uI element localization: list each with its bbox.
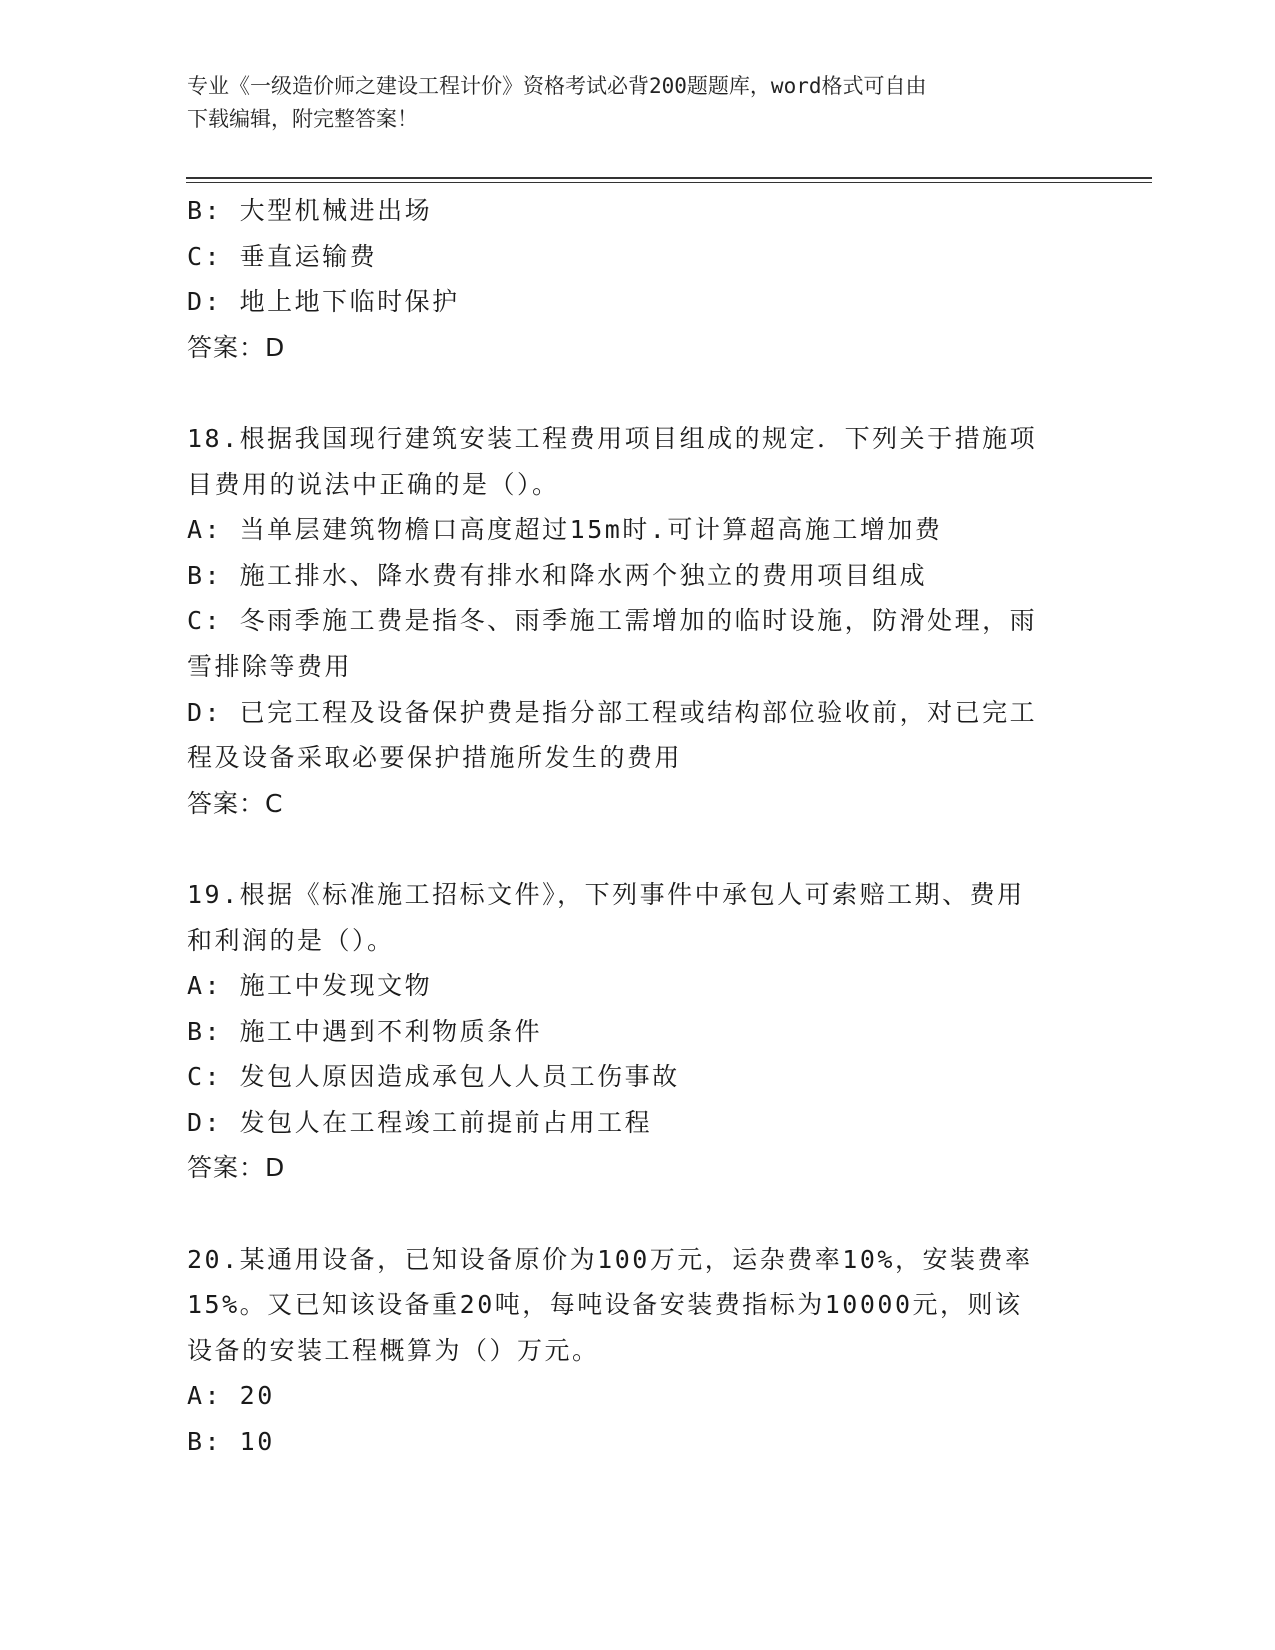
- option-a: A: 20: [187, 1381, 275, 1411]
- question-17-tail: [187, 188, 1087, 370]
- question-stem: 目费用的说法中正确的是（）。: [187, 469, 560, 499]
- option-d: D: 发包人在工程竣工前提前占用工程: [187, 1107, 653, 1137]
- option-b: B: 大型机械进出场: [187, 196, 433, 225]
- option-c: C: 冬雨季施工费是指冬、雨季施工需增加的临时设施，防滑处理，雨: [187, 606, 1038, 636]
- question-stem: 15%。又已知该设备重20吨，每吨设备安装费指标为10000元，则该: [187, 1290, 1023, 1320]
- question-stem: 18.根据我国现行建筑安装工程费用项目组成的规定．下列关于措施项: [187, 423, 1038, 453]
- option-c-continued: 雪排除等费用: [187, 651, 353, 681]
- question-stem: 20.某通用设备，已知设备原价为100万元，运杂费率10%，安装费率: [187, 1244, 1033, 1274]
- option-d: D: 地上地下临时保护: [187, 287, 460, 317]
- question-list: [187, 188, 1087, 1465]
- spacer: [187, 1191, 1087, 1237]
- spacer: [187, 826, 1087, 872]
- spacer: [187, 370, 1087, 416]
- option-b: B: 施工中遇到不利物质条件: [187, 1016, 543, 1046]
- option-a: A: 施工中发现文物: [187, 971, 433, 1001]
- option-d: D: 已完工程及设备保护费是指分部工程或结构部位验收前，对已完工: [187, 697, 1038, 727]
- question-stem: 和利润的是（）。: [187, 925, 395, 955]
- answer: 答案：C: [187, 788, 284, 818]
- header-line-2: 下载编辑，附完整答案！: [187, 107, 418, 131]
- document-header: [187, 70, 1067, 136]
- answer: 答案：D: [187, 1153, 286, 1183]
- option-c: C: 垂直运输费: [187, 241, 378, 271]
- question-stem: 19.根据《标准施工招标文件》，下列事件中承包人可索赔工期、费用: [187, 879, 1025, 909]
- option-c: C: 发包人原因造成承包人人员工伤事故: [187, 1062, 680, 1092]
- option-a: A: 当单层建筑物檐口高度超过15m时.可计算超高施工增加费: [187, 515, 943, 545]
- question-stem: 设备的安装工程概算为（）万元。: [187, 1335, 600, 1365]
- header-rule-thin: [186, 182, 1152, 183]
- question-20: [187, 1237, 1087, 1465]
- header-line-1: 专业《一级造价师之建设工程计价》资格考试必背200题题库，word格式可自由: [187, 74, 927, 98]
- option-b: B: 施工排水、降水费有排水和降水两个独立的费用项目组成: [187, 560, 928, 590]
- option-d-continued: 程及设备采取必要保护措施所发生的费用: [187, 743, 683, 773]
- question-18: [187, 416, 1087, 826]
- question-19: [187, 872, 1087, 1191]
- answer: 答案：D: [187, 332, 286, 362]
- option-b: B: 10: [187, 1427, 275, 1457]
- header-rule-thick: [186, 177, 1152, 179]
